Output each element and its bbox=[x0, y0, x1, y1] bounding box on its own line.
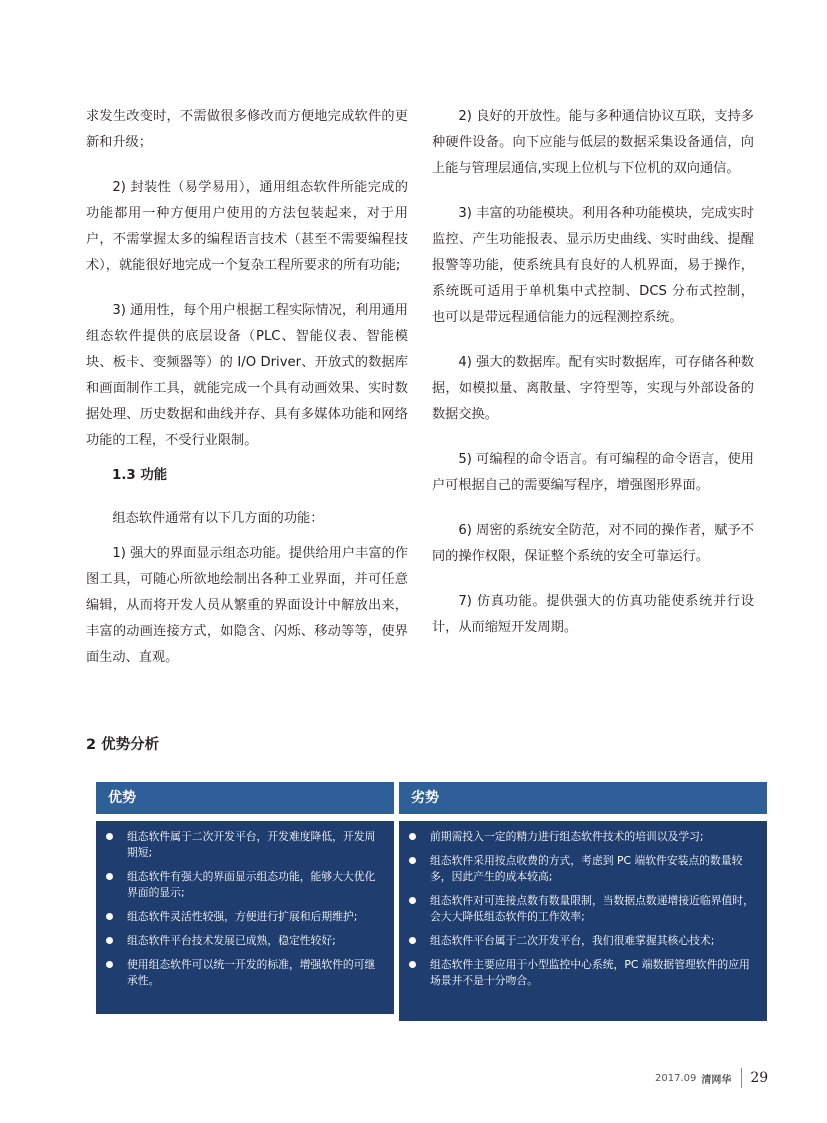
list-item-text: 组态软件属于二次开发平台，开发难度降低，开发周期短; bbox=[127, 830, 376, 859]
bullet-icon bbox=[106, 913, 113, 920]
bullet-icon bbox=[409, 961, 416, 968]
advantages-panel bbox=[96, 782, 394, 1014]
bullet-icon bbox=[106, 873, 113, 880]
disadvantages-header: 劣势 bbox=[399, 782, 767, 814]
list-item-text: 使用组态软件可以统一开发的标准，增强软件的可继承性。 bbox=[127, 958, 376, 987]
bullet-icon bbox=[106, 961, 113, 968]
list-item bbox=[399, 933, 767, 949]
paragraph: 组态软件通常有以下几方面的功能： bbox=[112, 511, 324, 526]
paragraph: 1) 强大的界面显示组态功能。提供给用户丰富的作图工具，可随心所欲地绘制出各种工业界面，并可任意编辑，从而将开发人员从繁重的界面设计中解放出来，丰富的动画连接方式，如隐含、闪烁、移动等等，使界面生动、直观。 bbox=[86, 546, 408, 665]
list-item-text: 组态软件平台属于二次开发平台，我们很难掌握其核心技术; bbox=[430, 934, 715, 947]
page-footer bbox=[655, 1068, 768, 1088]
bullet-icon bbox=[409, 937, 416, 944]
paragraph: 2) 封装性（易学易用），通用组态软件所能完成的功能都用一种方便用户使用的方法包装起来，对于用户，不需掌握太多的编程语言技术（甚至不需要编程技术），就能很好地完成一个复杂工程所要求的所有功能; bbox=[86, 180, 408, 273]
issue-date: 2017.09 bbox=[655, 1072, 697, 1084]
list-item bbox=[96, 909, 394, 925]
paragraph: 求发生改变时，不需做很多修改而方便地完成软件的更新和升级； bbox=[86, 109, 408, 150]
list-item-text: 组态软件采用按点收费的方式，考虑到 PC 端软件安装点的数量较多，因此产生的成本较高; bbox=[430, 854, 743, 883]
list-item-text: 前期需投入一定的精力进行组态软件技术的培训以及学习; bbox=[430, 830, 704, 843]
footer-divider bbox=[741, 1068, 742, 1088]
disadvantages-list bbox=[399, 821, 767, 1021]
magazine-logo: 清网华 bbox=[701, 1074, 732, 1086]
section-title: 2 优势分析 bbox=[86, 737, 160, 753]
disadvantages-panel bbox=[399, 782, 767, 1014]
list-item bbox=[399, 893, 767, 925]
paragraph: 3) 丰富的功能模块。利用各种功能模块，完成实时监控、产生功能报表、显示历史曲线、实时曲线、提醒报警等功能，使系统具有良好的人机界面，易于操作，系统既可适用于单机集中式控制、DCS 分布式控制，也可以是带远程通信能力的远程测控系统。 bbox=[432, 206, 754, 325]
list-item bbox=[96, 933, 394, 949]
list-item bbox=[96, 869, 394, 901]
list-item bbox=[96, 829, 394, 861]
right-column bbox=[432, 104, 754, 660]
left-column bbox=[86, 104, 408, 690]
bullet-icon bbox=[106, 833, 113, 840]
page-number: 29 bbox=[750, 1070, 769, 1086]
bullet-icon bbox=[409, 833, 416, 840]
paragraph: 4) 强大的数据库。配有实时数据库，可存储各种数据，如模拟量、离散量、字符型等，实现与外部设备的数据交换。 bbox=[432, 355, 754, 422]
subheading: 1.3 功能 bbox=[112, 468, 168, 483]
bullet-icon bbox=[409, 857, 416, 864]
list-item-text: 组态软件对可连接点数有数量限制，当数据点数递增接近临界值时，会大大降低组态软件的工作效率; bbox=[430, 894, 754, 923]
list-item bbox=[399, 853, 767, 885]
bullet-icon bbox=[409, 897, 416, 904]
bullet-icon bbox=[106, 937, 113, 944]
list-item-text: 组态软件灵活性较强，方便进行扩展和后期维护; bbox=[127, 910, 358, 923]
list-item bbox=[96, 957, 394, 989]
list-item-text: 组态软件有强大的界面显示组态功能，能够大大优化界面的显示; bbox=[127, 870, 376, 899]
advantages-list bbox=[96, 821, 394, 1014]
list-item-text: 组态软件主要应用于小型监控中心系统，PC 端数据管理软件的应用场景并不是十分吻合。 bbox=[430, 958, 750, 987]
advantages-header: 优势 bbox=[96, 782, 394, 814]
list-item bbox=[399, 829, 767, 845]
paragraph: 7) 仿真功能。提供强大的仿真功能使系统并行设计，从而缩短开发周期。 bbox=[432, 594, 754, 635]
paragraph: 2) 良好的开放性。能与多种通信协议互联，支持多种硬件设备。向下应能与低层的数据采集设备通信，向上能与管理层通信,实现上位机与下位机的双向通信。 bbox=[432, 109, 754, 176]
paragraph: 3) 通用性，每个用户根据工程实际情况，利用通用组态软件提供的底层设备（PLC、智能仪表、智能模块、板卡、变频器等）的 I/O Driver、开放式的数据库和画面制作工具，就能完成一个具有动画效果、实时数据处理、历史数据和曲线并存、具有多媒体功能和网络功能的工程，不受行业限制。 bbox=[86, 303, 408, 448]
paragraph: 5) 可编程的命令语言。有可编程的命令语言，使用户可根据自己的需要编写程序，增强图形界面。 bbox=[432, 452, 754, 493]
paragraph: 6) 周密的系统安全防范，对不同的操作者，赋予不同的操作权限，保证整个系统的安全可靠运行。 bbox=[432, 523, 754, 564]
list-item bbox=[399, 957, 767, 989]
list-item-text: 组态软件平台技术发展已成熟，稳定性较好; bbox=[127, 934, 336, 947]
